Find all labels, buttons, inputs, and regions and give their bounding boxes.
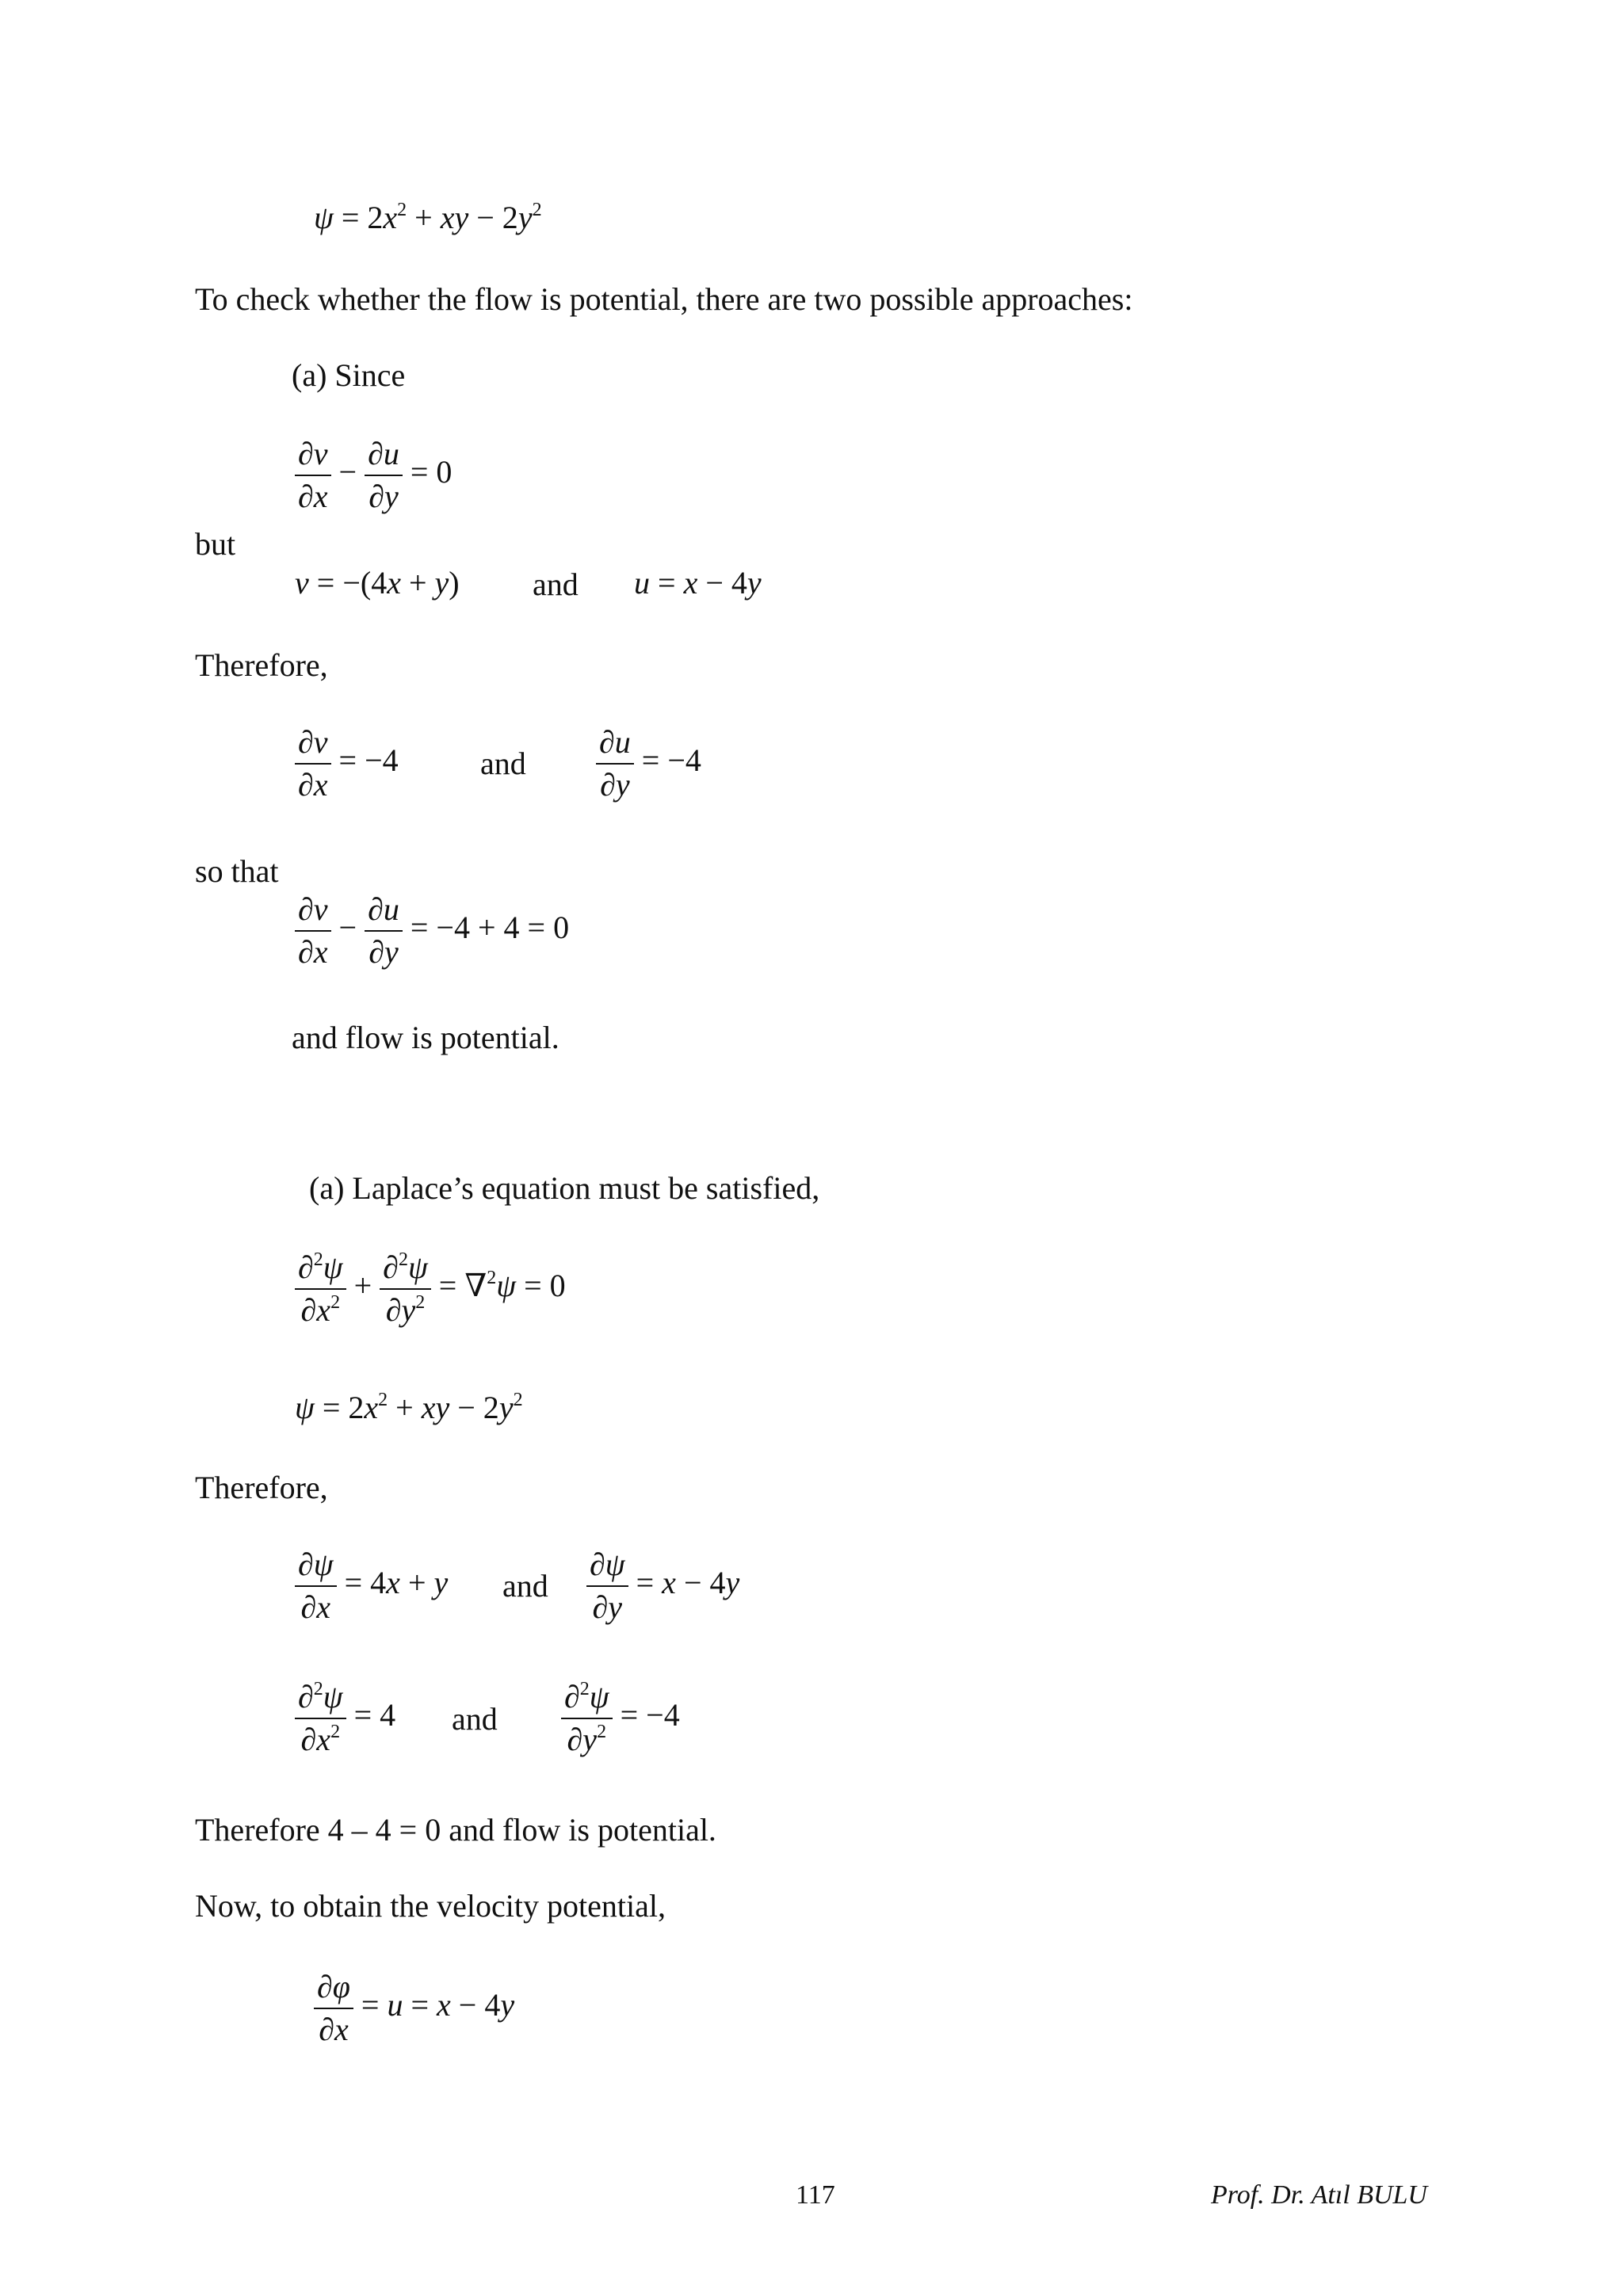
equation-curl-zero: $\frac{\partial v}{\partial x}$ − $\frac{\partial u}{\partial y}$ = 0 <box>295 438 452 513</box>
therefore-conclusion: Therefore 4 – 4 = 0 and flow is potential. <box>195 1812 716 1848</box>
equation-dpsi-dx: $\frac{\partial\psi}{\partial x}$ = 4x + y <box>295 1549 448 1623</box>
therefore-label-1: Therefore, <box>195 647 328 683</box>
item-a-since: (a) Since <box>292 357 406 393</box>
equation-v: v = −(4x + y) <box>295 565 460 601</box>
equation-curl-sum: $\frac{\partial v}{\partial x}$ − $\frac{\partial u}{\partial y}$ = −4 + 4 = 0 <box>295 894 569 968</box>
therefore-label-2: Therefore, <box>195 1470 328 1505</box>
equation-dphi-dx: $\frac{\partial\varphi}{\partial x}$ = u = x − 4y <box>314 1971 514 2046</box>
equation-stream-function: $\psi = 2x^2$ + xy − $2y^2$ <box>314 200 542 235</box>
equation-laplace: $\frac{\partial^2\psi}{\partial x^2}$ + $\frac{\partial^2\psi}{\partial y^2}$ = ∇$^2$ψ = 0 <box>295 1252 566 1326</box>
item-a-laplace: (a) Laplace’s equation must be satisfied, <box>309 1170 820 1206</box>
equation-d2psi-dx2: $\frac{\partial^2\psi}{\partial x^2}$ = 4 <box>295 1681 395 1756</box>
equation-dv-dx: $\frac{\partial v}{\partial x}$ = −4 <box>295 727 399 801</box>
and-label-4: and <box>452 1701 498 1737</box>
intro-paragraph: To check whether the flow is potential, there are two possible approaches: <box>195 281 1133 317</box>
equation-du-dy: $\frac{\partial u}{\partial y}$ = −4 <box>596 727 701 801</box>
but-label: but <box>195 526 236 562</box>
equation-u: u = x − 4y <box>634 565 762 601</box>
and-label-1: and <box>533 566 579 602</box>
and-label-3: and <box>502 1568 548 1604</box>
and-label-2: and <box>480 746 526 781</box>
equation-stream-function-2: $\psi = 2x^2$ + xy − $2y^2$ <box>295 1390 523 1425</box>
author-footer: Prof. Dr. Atıl BULU <box>1211 2180 1427 2210</box>
page-number: 117 <box>796 2180 835 2210</box>
conclusion-a: and flow is potential. <box>292 1020 559 1055</box>
equation-dpsi-dy: $\frac{\partial\psi}{\partial y}$ = x − 4y <box>586 1549 739 1623</box>
so-that-label: so that <box>195 853 279 889</box>
equation-d2psi-dy2: $\frac{\partial^2\psi}{\partial y^2}$ = −4 <box>561 1681 680 1756</box>
now-obtain-paragraph: Now, to obtain the velocity potential, <box>195 1888 666 1924</box>
